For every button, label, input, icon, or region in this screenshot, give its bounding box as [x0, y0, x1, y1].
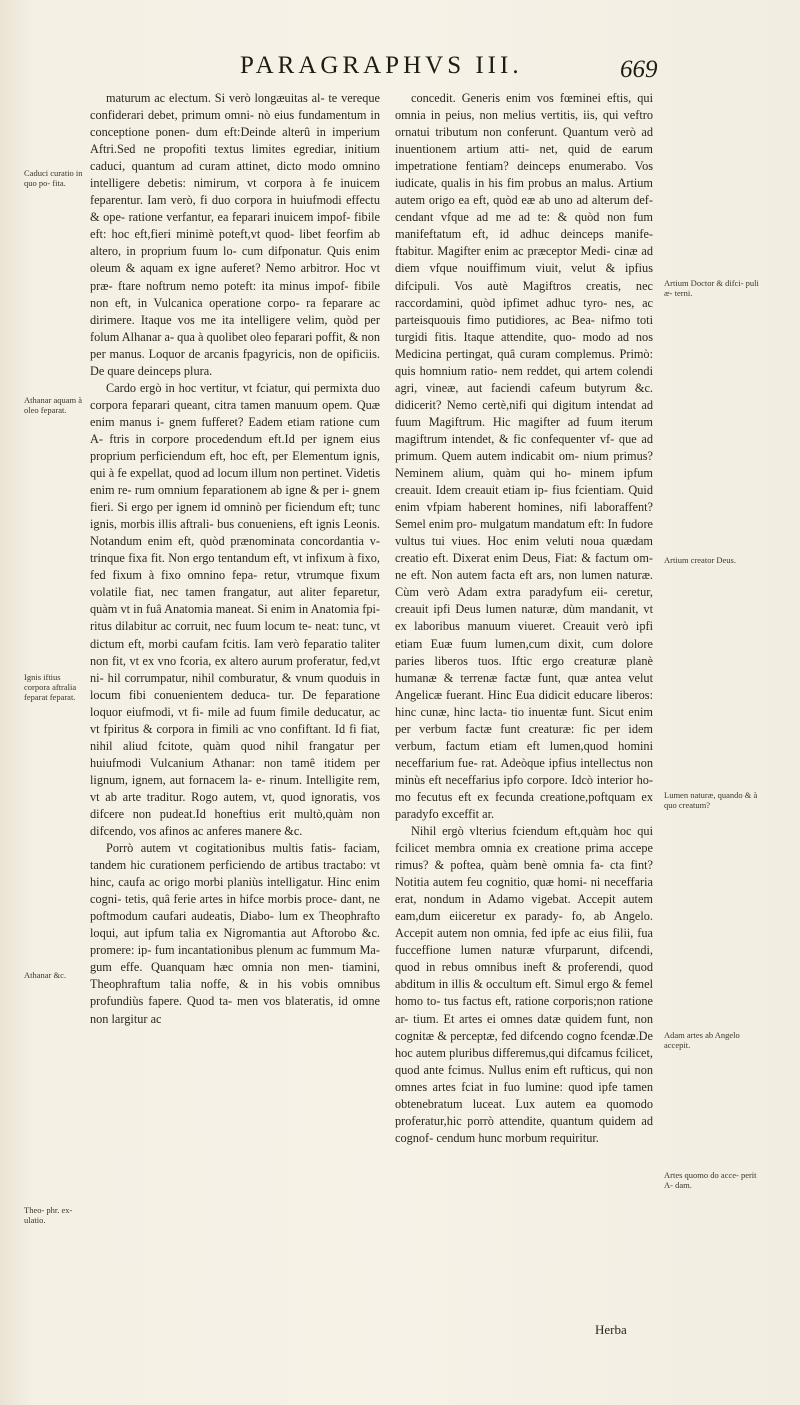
paragraph: Nihil ergò vlterius fciendum eft,quàm hoc qui fcilicet membra omnia ex creatione prima accepe rimus? & poftea, quàm benè omnia fa- cta fint?Notitia autem feu cognitio, quæ homi- ni neceffaria erat, nondum in Adamo vigebat. Accepit autem eam,dum eiiceretur ex parady- fo, ab Angelo. Accepit autem non omnia, fed ipfe ac eius filii, fua fucceffione lumen naturæ vfurparunt, difcendi, quod in rebus omnibus ineft & proferendi, quod abditum in illis & occultum eft. Simul ergo & femel homo to- tus factus eft, ratione corporis;non ratione ar- tium. Et artes ei omnes datæ quidem funt, non cognitæ & perceptæ, fed difcendo cogno fcendæ.De hoc autem pluribus differemus,qui difcamus fcilicet, quod ante fcimus. Nullus enim eft rufticus, qui non omnes artes fciat in fuo lumine: quod ipfe tamen obtenebratum luceat. Lux autem ea quomodo proferatur,hic porrò attendite, quantum quidem ad cognof- cendum hunc morbum requiritur. — [395, 824, 653, 1145]
margin-note: Artium Doctor & difci- puli æ- terni. — [664, 278, 759, 298]
paragraph: Porrò autem vt cogitationibus multis fatis- faciam, tandem hic curationem perficiendo de artibus tractabo: vt hinc, caufa ac origo morbi planiùs intelligatur. Hinc enim cogni- tetis, quâ ferie artes in hifce morbis proce- dant, ne poftmodum caufari audeatis, Diabo- lum ex Theophrafto loqui, aut ipfum talia ex Nigromantia aut Aftorobo &c. promere: ip- fum incantationibus plenum ac fummum Ma- gum effe. Quanquam hæc omnia non men- tiamini, Theophraftum talia noffe, & in his vobis omnibus profundiùs fapere. Quod ta- men vos blateratis, id omne non largitur ac — [90, 841, 380, 1026]
page-number: 669 — [620, 56, 658, 83]
paragraph: Cardo ergò in hoc vertitur, vt fciatur, qui permixta duo corpora feparari queant, citra tamen manuum opem. Quæ enim manus i- gnem fufferet? Eadem etiam ratione cum A- ftris in corpore procedendum eft.Id per ignem eius proprium perficiendum eft, hoc eft, per Elementum ignis, qui à fe expellat, quod ad locum illum non pertinet. Videtis enim re- rum omnium feparationem ab igne & per i- gnem fieri. Si ergo per ignem id omninò per ficiendum eft; tunc ignis, morbis illis aftrali- bus conueniens, eft ignis Leonis. Notandum enim eft, quòd prænominata concordantia v- trinque fixa fit. Non ergo tentandum eft, vt infixum à fixo, fed fixum à fixo omnino fepa- retur, vtrumque fixum volatile fiat, nec tamen frangatur, aut aliter feparetur, quàm vt in fuâ Anatomia maneat. Si enim in Anatomia fpi- ritus dilabitur ac corruit, nec fuum locum te- neat: tunc, vt dictum eft, morbi caufam fcitis. Iam verò feparatio taliter non fit, vt ex vno fcoria, ex altero aurum proferatur, fed,vt ni- hil corrumpatur, nihil comburatur, & vnum quoduis in locum fibi conuenientem deduca- tur. De feparatione loquor eiufmodi, vt fi- mile ad fuum fimile deducatur, ac vt fpiritus & corpora in fimili ac vno confiftant. Id fi fiat, nihil aliud fcitote, quàm quod nihil frangatur per huiufmodi Vulcanium Athanar: non tamê itidem per lignum, ignem, aut fornacem la- e- rinum. Intelligite rem, vt ab arte traditur. Rogo autem, vt, quod ignoratis, vos difcere non pudeat.Id honeftius erit multò,quàm non difcendo, vos afinos ac anferes manere &c. — [90, 380, 380, 839]
margin-note: Theo- phr. ex- ulatio. — [24, 1205, 73, 1225]
margin-note: Artium creator Deus. — [664, 555, 736, 565]
margin-note: Athanar &c. — [24, 970, 67, 980]
margin-note: Adam artes ab Angelo accepit. — [664, 1030, 740, 1050]
catchword: Herba — [595, 1322, 627, 1337]
margin-note: Caduci curatio in quo po- fita. — [24, 168, 83, 188]
right-margin-notes — [656, 0, 766, 1405]
paragraph: concedit. Generis enim vos fœminei eftis, qui omnia in peius, non melius vertitis, iis, qui veftro ornatui tributum non conferunt. Quantum verò ad inuentionem artium atti- net, quid de earum impetratione fentiam? deinceps enumerabo. Vos iudicate, qualis in his fim probus an malus. Artium autem origo ea eft, quòd eæ ab uno ad alterum def- cendant vfque ad me ad te: & quòd non fum manifeftatum eft, id adhuc deinceps manife- ftabitur. Magifter enim ac præceptor Medi- cinæ ad diem vfque nouiffimum viuit, velut & ipfius difcipuli. Vos autè Magiftros creatis, nec raccordamini, quòd ipfimet adhuc tyro- nes, ac parteisquouis fimo putidiores, ac Bea- nifmo toti turgidi fitis. Itaque attendite, quo- modo ad nos Medicina pertingat, quâ curam complemus. Primò: quis homnium ratio- nem reddet, qui artem colendi agri, vineæ, aut faciendi cafeum butyrum &c. didicerit? Nemo certè,nifi qui digitum intendat ad fuum Magiftrum. Hic magifter ad fuum iterum magiftrum intendet, & fic confequenter vf- que ad primum. Quem autem indicabit om- nium primus? Neminem alium, quàm qui ho- minem ipfum creauit. Idem creauit etiam ip- fius fcientiam. Quid enim vfpiam haberent homines, nifi laboraffent? Semel enim pro- mulgatum mandatum eft: In fudore vultus tui viues. Hoc enim veluti noua quædam creatio eft. Dixerat enim Deus, Fiat: & factum om- ne eft. Non autem facta eft ars, non lumen naturæ. Cùm verò Adam extra paradyfum eii- ceretur, creauit ipfi Deus lumen naturæ, dùm mandanit, vt ex laboribus manuum viueret. Creauit verò ipfi etiam Euæ fuum lumen,cum dixit, cum dolore paries liberos tuos. Iftic ergo creaturæ planè humanæ & terrenæ factæ funt, quæ antea velut Angelicæ fuerant. Hinc Eua didicit educare liberos: hinc cunæ, hinc lacta- tio inuentæ funt. Sicut enim per verbum factæ funt creaturæ: fic per idem verbum, factum etiam eft lumen,quod homini neceffarium fue- rat. Adeòque ipfius intellectus non minùs eft neceffarius ipfo corpore. Idcò interior ho- mo fecutus eft ex fecunda creatione,poftquam ex paradyfo exceffit ar. — [395, 91, 653, 821]
running-head: PARAGRAPHVS III. — [240, 52, 523, 79]
margin-note: Artes quomo do acce- perit A- dam. — [664, 1170, 757, 1190]
left-text-column — [90, 90, 380, 1028]
paragraph: maturum ac electum. Si verò longæuitas al- te vereque confiderari debet, primum omni- nò eius fundamentum in conceptione ponen- dum eft:Deinde alterû in imperium Aftri.Sed ne propofiti textus limites egrediar, initium caduci, quantum ad curam attinet, dicto modo omnino intelligere debetis: nimirum, vt corpora à fe inuicem feparentur. Iam verò, fi duo corpora in huiufmodi effectu & ope- ratione verfantur, ea feparari inuicem impof- fibile eft: hoc eft,fieri minimè poteft,vt quod- libet feorfim ab altero, in proprium fuum lo- cum difponatur. Quis enim oleum & aquam ex igne auferet? Nemo arbitror. Hoc vt præ- ftare noftrum nemo poteft: ita minus impof- fibile non eft, in Vulcanica operatione corpo- ra feparare ac dirimere. Itaque vos me ita intelligere velim, quòd per folum Alhanar a- qua à quolibet oleo feparari poffit, & non per manus. Loquor de arcanis fpagyricis, non de opificiis. De quare deinceps plura. — [90, 91, 380, 378]
margin-note: Ignis iftius corpora aftralia feparat feparat. — [24, 672, 77, 702]
margin-note: Athanar aquam à oleo feparat. — [24, 395, 83, 415]
left-margin-notes — [0, 0, 86, 1405]
margin-note: Lumen naturæ, quando & à quo creatum? — [664, 790, 758, 810]
right-text-column — [395, 90, 653, 1147]
